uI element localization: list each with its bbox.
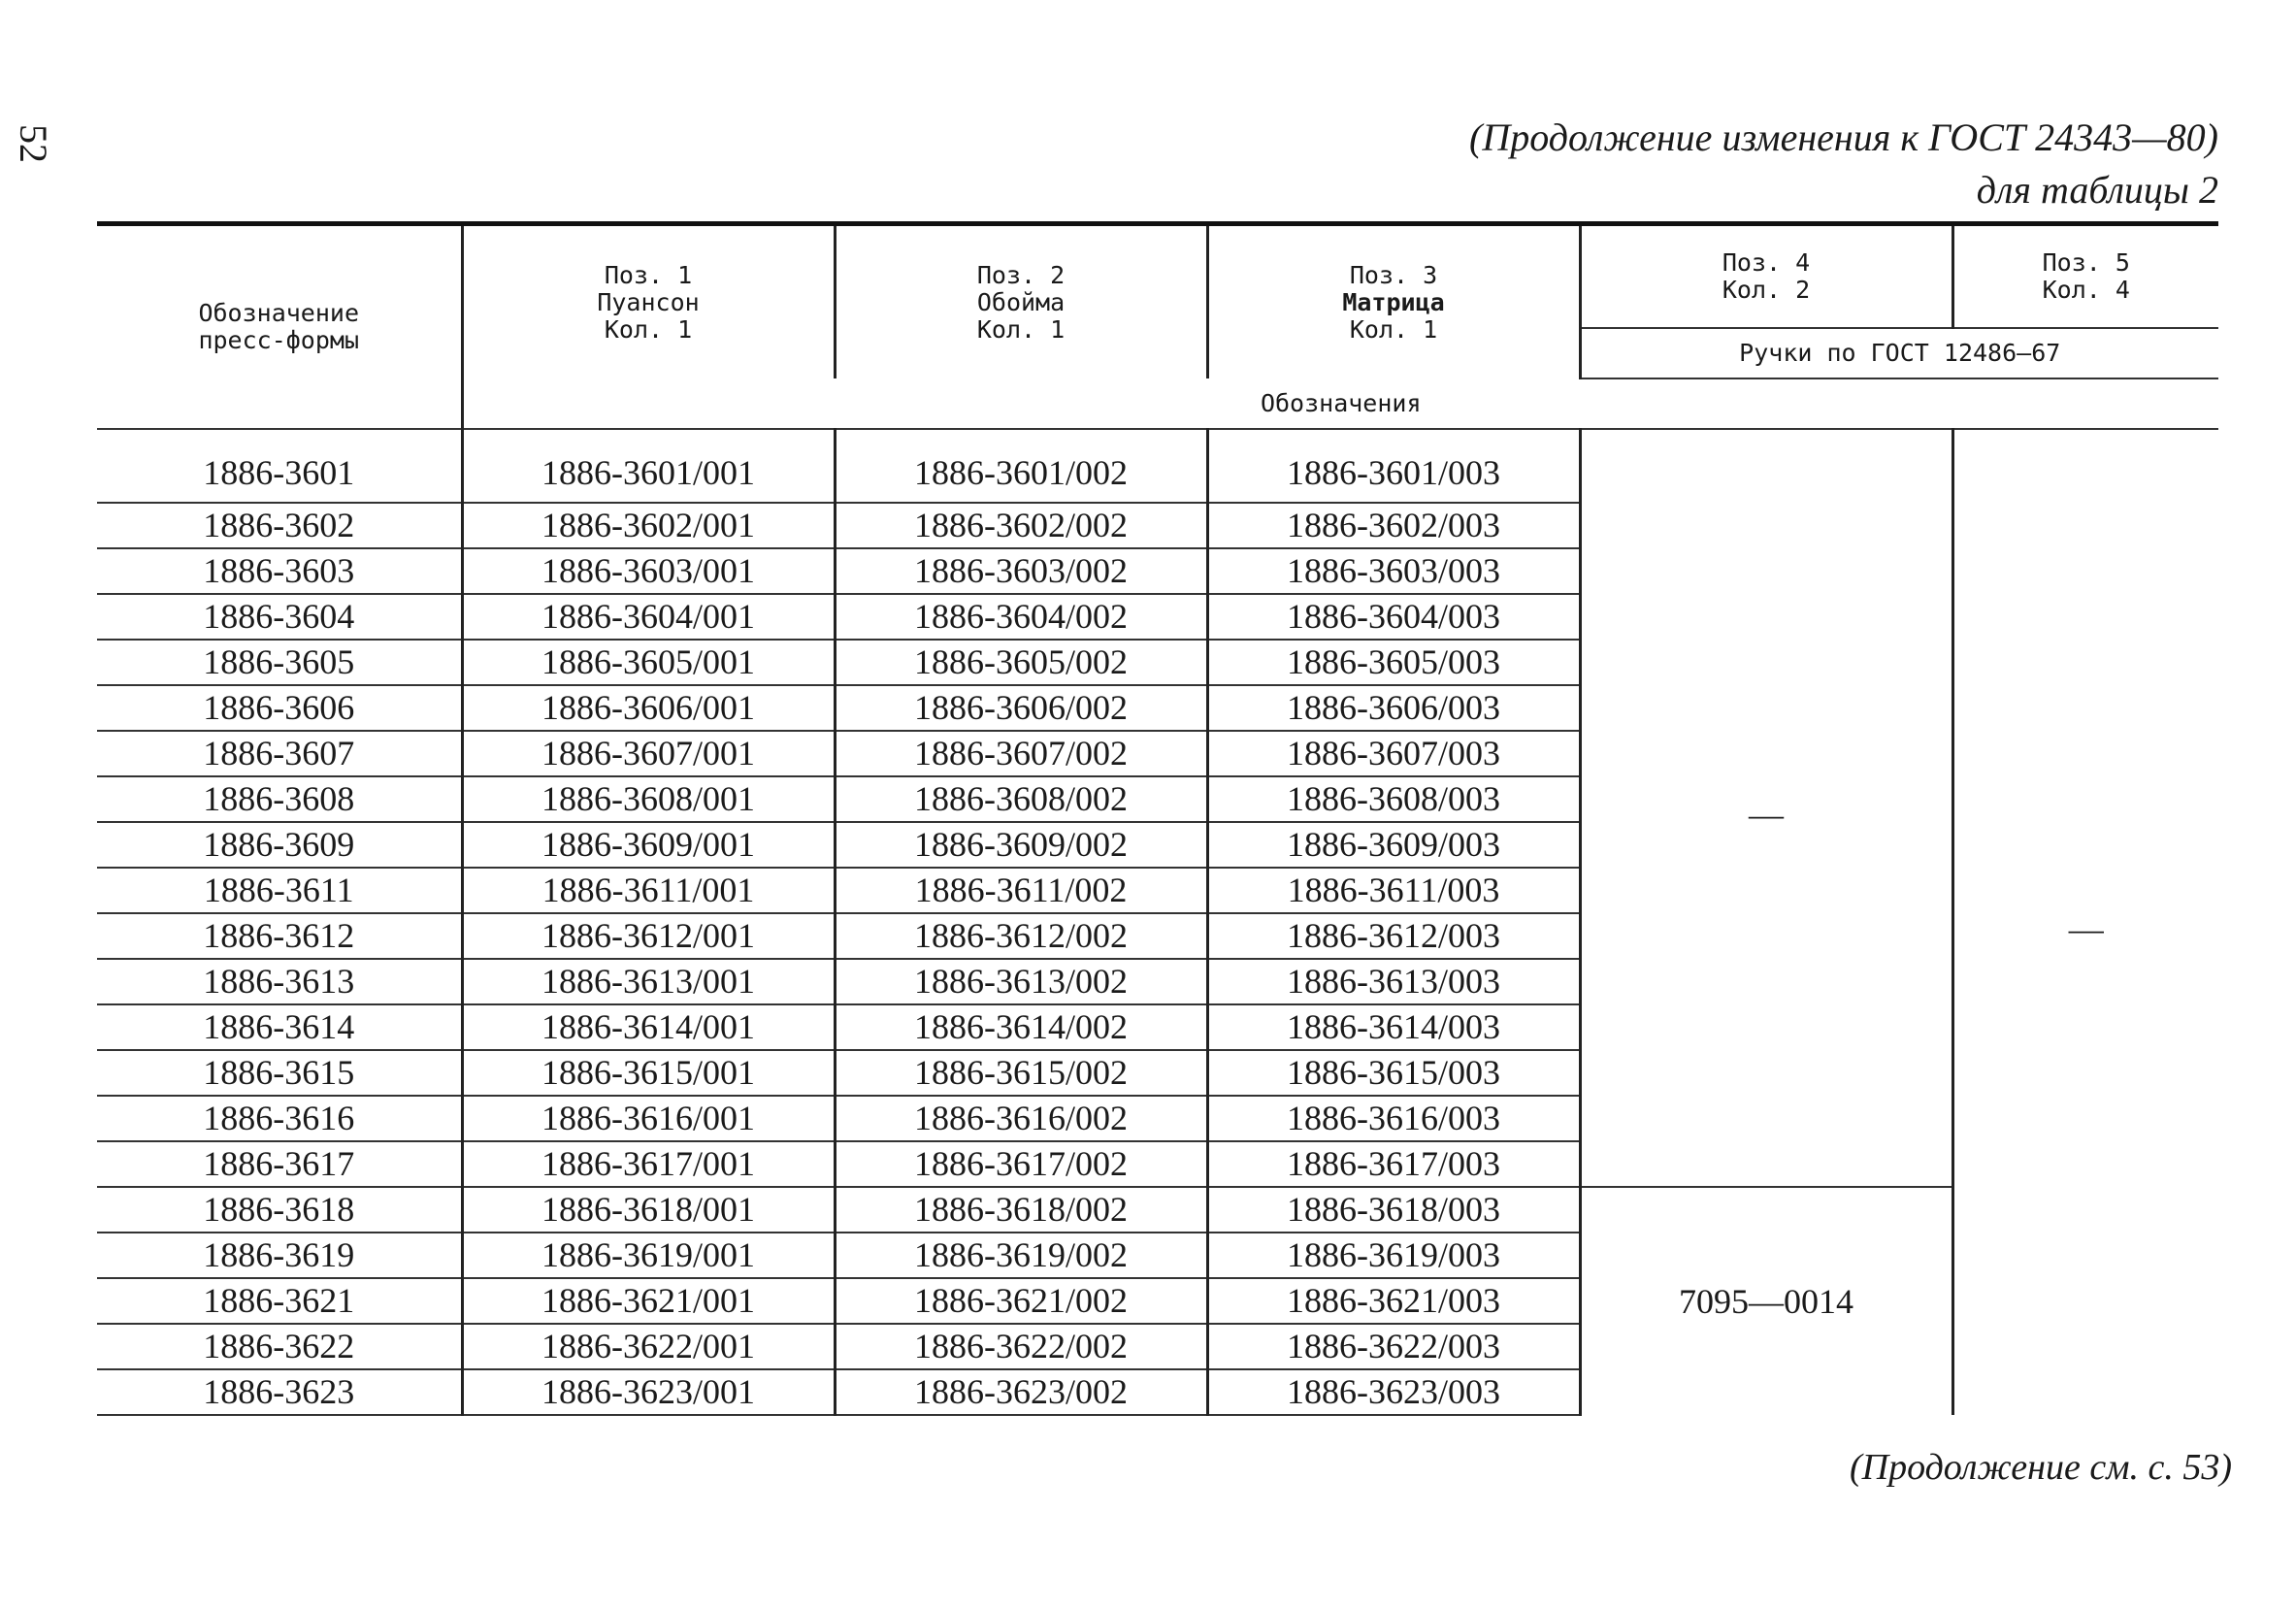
cell-pos2: 1886-3622/002: [835, 1324, 1207, 1369]
cell-pos3: 1886-3612/003: [1207, 913, 1580, 959]
header-designation-line2: пресс-формы: [198, 326, 360, 354]
page-number: 52: [12, 124, 55, 163]
cell-pos3: 1886-3603/003: [1207, 548, 1580, 594]
cell-designation: 1886-3615: [97, 1050, 462, 1096]
parts-table: [97, 221, 2218, 1416]
cell-pos2: 1886-3614/002: [835, 1004, 1207, 1050]
cell-pos1: 1886-3607/001: [462, 731, 835, 776]
cell-pos5: —: [2068, 909, 2104, 948]
cell-pos1: 1886-3601/001: [462, 429, 835, 503]
cell-designation: 1886-3622: [97, 1324, 462, 1369]
cell-designation: 1886-3605: [97, 640, 462, 685]
cell-pos1: 1886-3617/001: [462, 1141, 835, 1187]
cell-pos2: 1886-3602/002: [835, 503, 1207, 548]
cell-designation: 1886-3616: [97, 1096, 462, 1141]
cell-pos1: 1886-3618/001: [462, 1187, 835, 1233]
cell-pos1: 1886-3609/001: [462, 822, 835, 868]
cell-pos3: 1886-3602/003: [1207, 503, 1580, 548]
cell-pos3: 1886-3601/003: [1207, 429, 1580, 503]
cell-pos1: 1886-3608/001: [462, 776, 835, 822]
header-pos5: [1952, 224, 2218, 329]
cell-pos1: 1886-3613/001: [462, 959, 835, 1004]
cell-pos2: 1886-3615/002: [835, 1050, 1207, 1096]
header-pos3-line1: Поз. 3: [1349, 260, 1438, 289]
table-row: [97, 429, 2218, 503]
page-title: (Продолжение изменения к ГОСТ 24343—80): [1469, 115, 2218, 159]
cell-pos1: 1886-3615/001: [462, 1050, 835, 1096]
cell-pos2: 1886-3606/002: [835, 685, 1207, 731]
continuation-note: (Продолжение см. с. 53): [1849, 1447, 2232, 1488]
header-pos1-line2: Пуансон: [597, 287, 700, 316]
cell-pos2: 1886-3616/002: [835, 1096, 1207, 1141]
header-pos3: [1207, 224, 1580, 379]
header-pos2-line3: Кол. 1: [976, 314, 1066, 344]
header-handles: Ручки по ГОСТ 12486—67: [1580, 328, 2218, 378]
cell-pos2: 1886-3619/002: [835, 1233, 1207, 1278]
header-pos1-line3: Кол. 1: [604, 314, 693, 344]
cell-pos2: 1886-3612/002: [835, 913, 1207, 959]
cell-designation: 1886-3608: [97, 776, 462, 822]
cell-pos3: 1886-3605/003: [1207, 640, 1580, 685]
cell-pos3: 1886-3615/003: [1207, 1050, 1580, 1096]
cell-pos3: 1886-3618/003: [1207, 1187, 1580, 1233]
cell-pos4-upper: —: [1580, 429, 1952, 1187]
cell-designation: 1886-3607: [97, 731, 462, 776]
cell-pos3: 1886-3619/003: [1207, 1233, 1580, 1278]
cell-designation: 1886-3603: [97, 548, 462, 594]
cell-pos1: 1886-3621/001: [462, 1278, 835, 1324]
cell-pos2: 1886-3611/002: [835, 868, 1207, 913]
cell-pos1: 1886-3623/001: [462, 1369, 835, 1415]
header-designations: Обозначения: [462, 378, 2218, 429]
cell-designation: 1886-3604: [97, 594, 462, 640]
cell-designation: 1886-3619: [97, 1233, 462, 1278]
cell-pos2: 1886-3608/002: [835, 776, 1207, 822]
cell-pos1: 1886-3614/001: [462, 1004, 835, 1050]
header-pos4-line2: Кол. 2: [1722, 276, 1811, 304]
cell-pos2: 1886-3623/002: [835, 1369, 1207, 1415]
cell-designation: 1886-3606: [97, 685, 462, 731]
cell-pos3: 1886-3614/003: [1207, 1004, 1580, 1050]
header-pos1: [462, 224, 835, 379]
cell-designation: 1886-3623: [97, 1369, 462, 1415]
cell-pos3: 1886-3604/003: [1207, 594, 1580, 640]
cell-pos2: 1886-3601/002: [835, 429, 1207, 503]
cell-pos2: 1886-3604/002: [835, 594, 1207, 640]
cell-designation: 1886-3609: [97, 822, 462, 868]
cell-designation: 1886-3617: [97, 1141, 462, 1187]
header-pos5-line1: Поз. 5: [2042, 248, 2130, 277]
cell-pos3: 1886-3608/003: [1207, 776, 1580, 822]
header-pos3-line3: Кол. 1: [1349, 314, 1438, 344]
header-pos1-line1: Поз. 1: [604, 260, 693, 289]
cell-pos2: 1886-3617/002: [835, 1141, 1207, 1187]
cell-pos1: 1886-3622/001: [462, 1324, 835, 1369]
cell-pos2: 1886-3609/002: [835, 822, 1207, 868]
cell-pos3: 1886-3609/003: [1207, 822, 1580, 868]
cell-pos1: 1886-3602/001: [462, 503, 835, 548]
cell-pos1: 1886-3616/001: [462, 1096, 835, 1141]
table-row: [97, 1187, 2218, 1233]
cell-pos2: 1886-3613/002: [835, 959, 1207, 1004]
cell-designation: 1886-3611: [97, 868, 462, 913]
header-pos4-line1: Поз. 4: [1722, 248, 1811, 277]
cell-pos3: 1886-3616/003: [1207, 1096, 1580, 1141]
cell-pos1: 1886-3606/001: [462, 685, 835, 731]
cell-pos3: 1886-3606/003: [1207, 685, 1580, 731]
header-pos2: [835, 224, 1207, 379]
cell-pos1: 1886-3605/001: [462, 640, 835, 685]
header-pos2-line2: Обойма: [976, 287, 1066, 316]
table-subtitle: для таблицы 2: [1976, 168, 2218, 212]
cell-pos3: 1886-3622/003: [1207, 1324, 1580, 1369]
cell-pos2: 1886-3603/002: [835, 548, 1207, 594]
cell-designation: 1886-3621: [97, 1278, 462, 1324]
cell-designation: 1886-3618: [97, 1187, 462, 1233]
header-pos2-line1: Поз. 2: [976, 260, 1066, 289]
cell-pos2: 1886-3618/002: [835, 1187, 1207, 1233]
cell-designation: 1886-3601: [97, 429, 462, 503]
cell-pos1: 1886-3611/001: [462, 868, 835, 913]
cell-designation: 1886-3614: [97, 1004, 462, 1050]
header-designation-line1: Обозначение: [198, 299, 360, 327]
header-pos4: [1580, 224, 1952, 329]
cell-pos1: 1886-3603/001: [462, 548, 835, 594]
header-pos5-line2: Кол. 4: [2042, 276, 2130, 304]
cell-pos2: 1886-3607/002: [835, 731, 1207, 776]
cell-pos3: 1886-3617/003: [1207, 1141, 1580, 1187]
cell-pos3: 1886-3611/003: [1207, 868, 1580, 913]
header-pos3-line2: Матрица: [1342, 287, 1445, 316]
cell-pos3: 1886-3613/003: [1207, 959, 1580, 1004]
cell-pos2: 1886-3605/002: [835, 640, 1207, 685]
cell-pos3: 1886-3623/003: [1207, 1369, 1580, 1415]
cell-pos1: 1886-3619/001: [462, 1233, 835, 1278]
cell-pos1: 1886-3612/001: [462, 913, 835, 959]
cell-pos1: 1886-3604/001: [462, 594, 835, 640]
cell-pos3: 1886-3607/003: [1207, 731, 1580, 776]
cell-pos2: 1886-3621/002: [835, 1278, 1207, 1324]
cell-designation: 1886-3602: [97, 503, 462, 548]
cell-pos3: 1886-3621/003: [1207, 1278, 1580, 1324]
cell-designation: 1886-3613: [97, 959, 462, 1004]
cell-designation: 1886-3612: [97, 913, 462, 959]
header-designation: [97, 224, 462, 430]
cell-pos4-lower: 7095—0014: [1580, 1187, 1952, 1415]
